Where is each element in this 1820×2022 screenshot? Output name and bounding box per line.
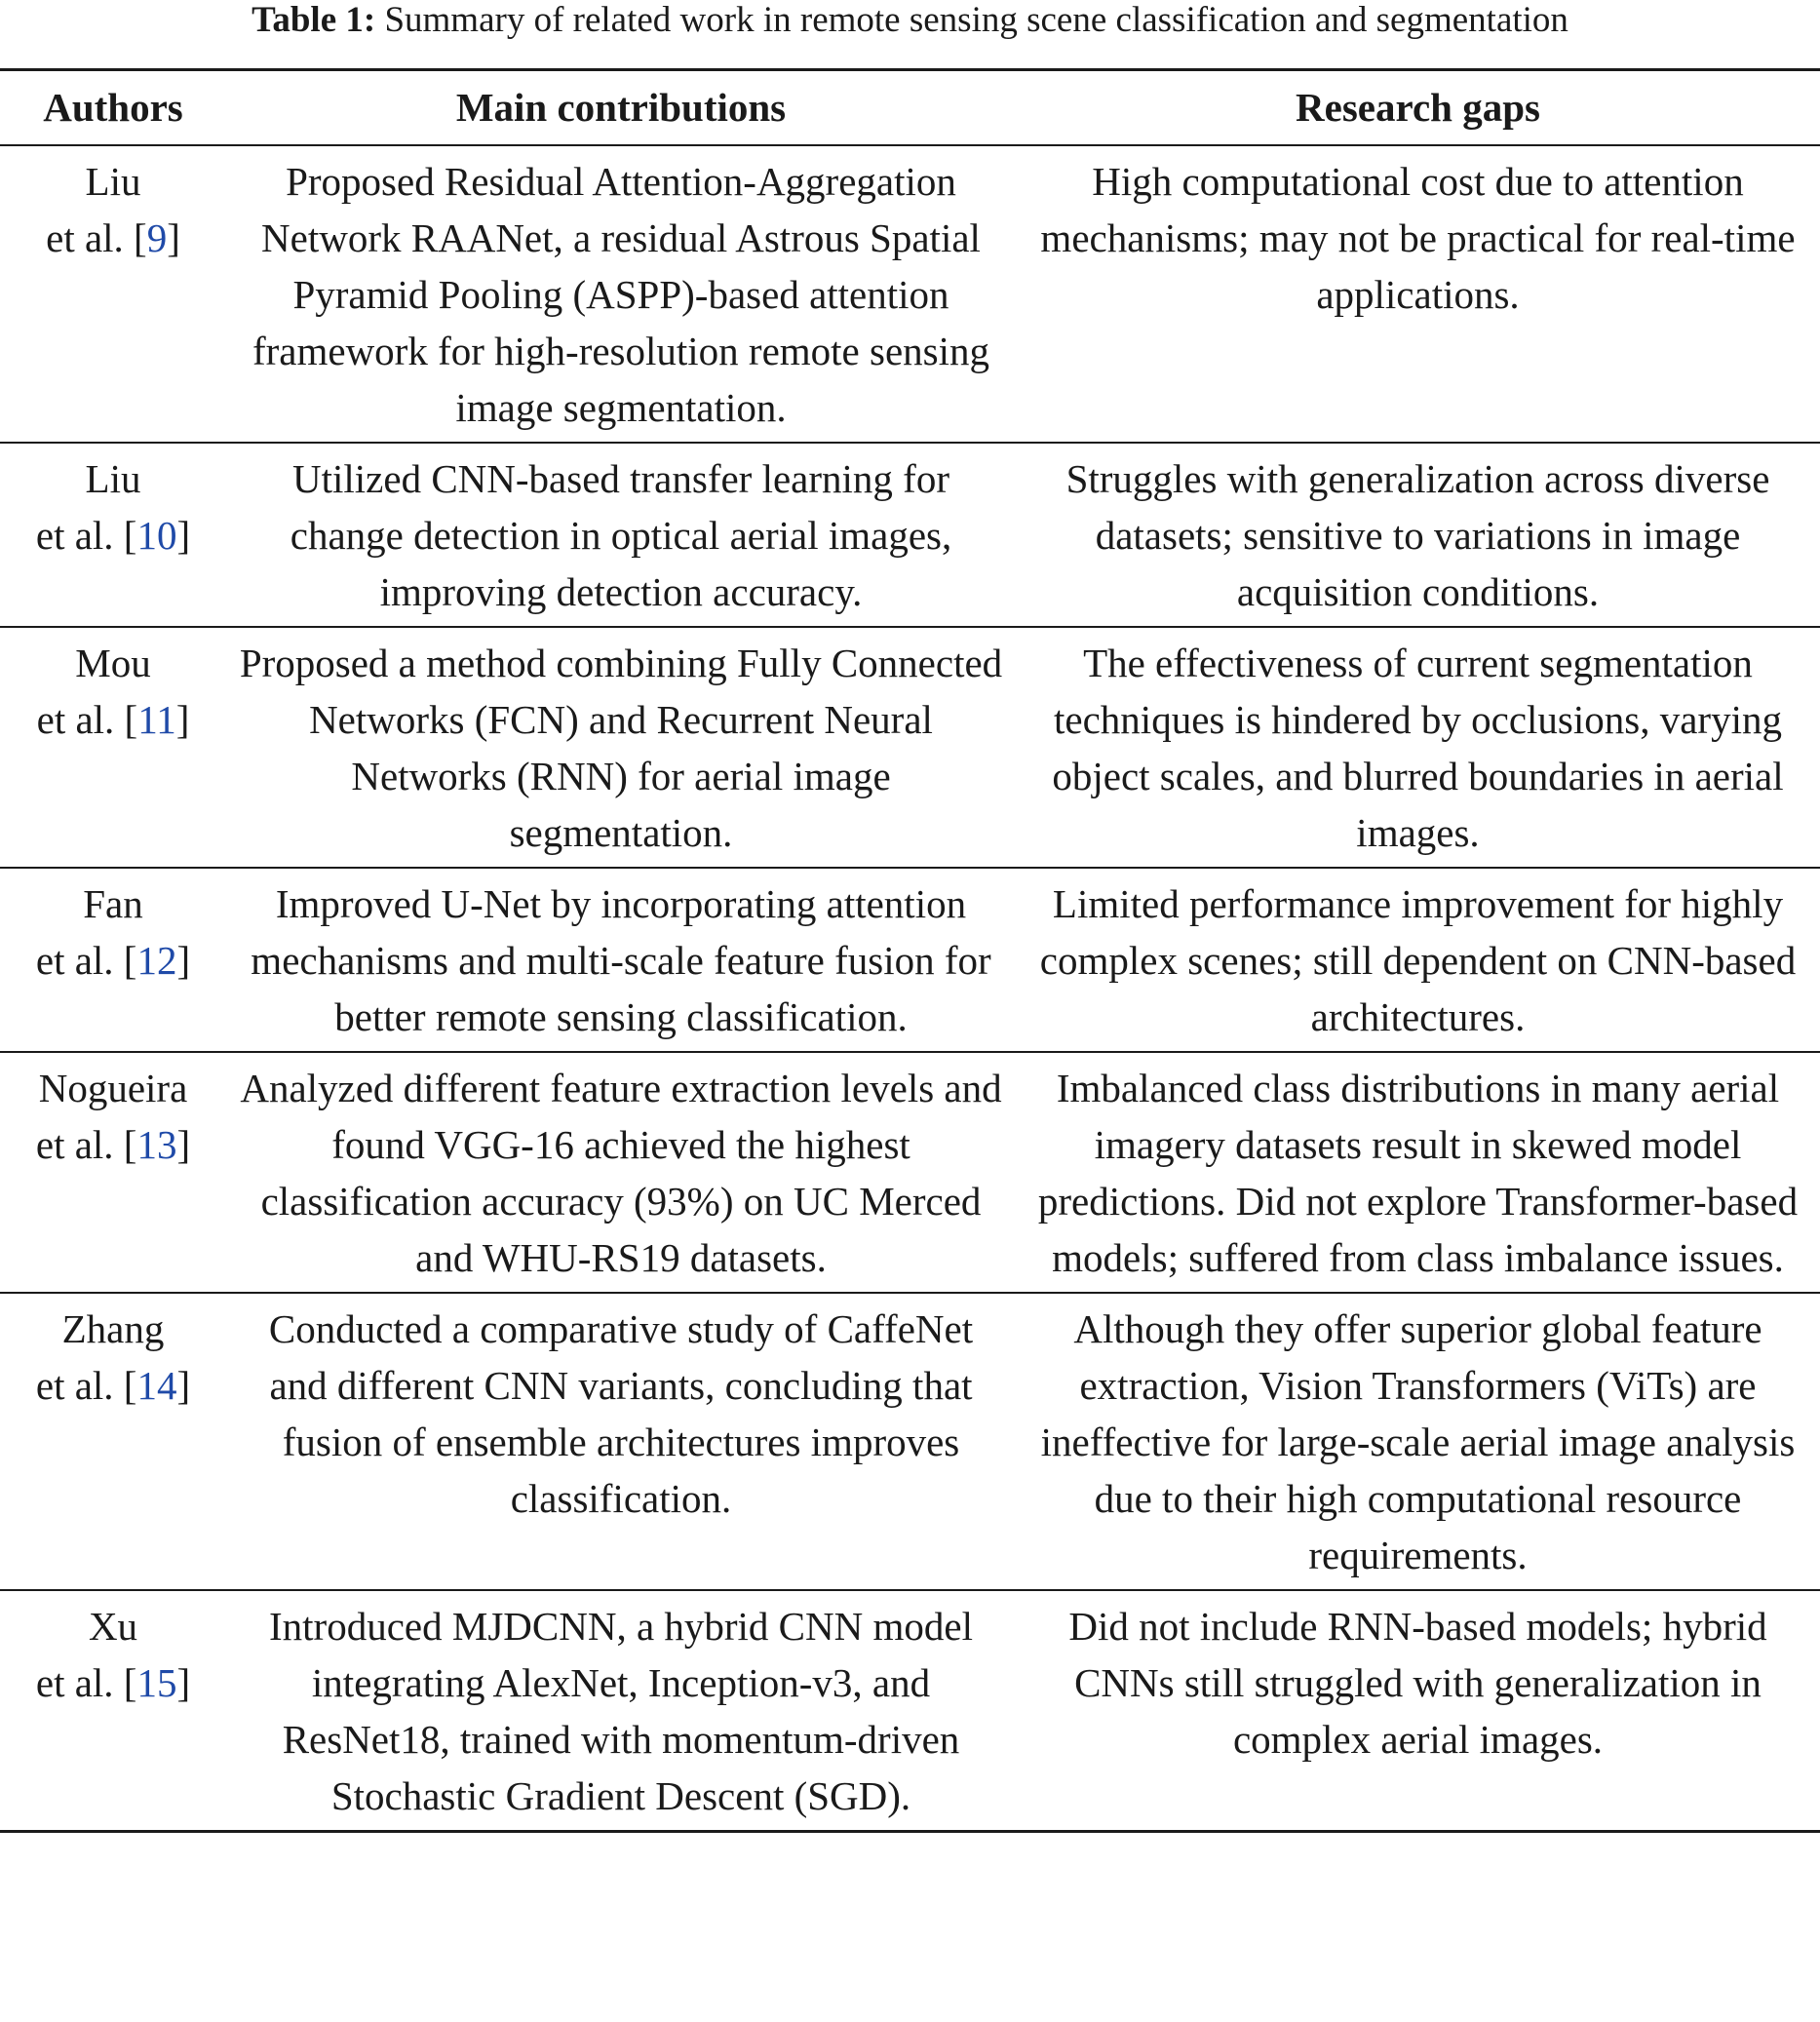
contribution-cell: Introduced MJDCNN, a hybrid CNN model integrating AlexNet, Inception-v3, and ResNet18, trained with momentum-driven Stochastic Gradient Descent (SGD). xyxy=(269,1604,973,1818)
author-cell xyxy=(0,443,226,627)
etal-text: et al. [ xyxy=(35,1122,137,1167)
header-contributions: Main contributions xyxy=(455,85,787,130)
citation-link[interactable]: 11 xyxy=(137,697,176,742)
bracket-close: ] xyxy=(176,513,191,558)
etal-text: et al. [ xyxy=(35,938,137,983)
contribution-cell: Proposed a method combining Fully Connected Networks (FCN) and Recurrent Neural Networks (RNN) for aerial image segmentation. xyxy=(239,641,1003,855)
contribution-cell: Conducted a comparative study of CaffeNet and different CNN variants, concluding that fusion of ensemble architectures improves classification. xyxy=(268,1306,974,1521)
header-authors: Authors xyxy=(43,85,183,130)
citation-link[interactable]: 10 xyxy=(136,513,177,558)
contribution-cell: Analyzed different feature extraction levels and found VGG-16 achieved the highest classification accuracy (93%) on UC Merced and WHU-RS19 datasets. xyxy=(240,1066,1002,1280)
gap-cell: Struggles with generalization across diverse datasets; sensitive to variations in image acquisition conditions. xyxy=(1065,456,1770,614)
bracket-close: ] xyxy=(167,215,180,260)
author-cell xyxy=(0,1052,226,1293)
citation-link[interactable]: 9 xyxy=(146,215,168,260)
bracket-close: ] xyxy=(175,697,190,742)
contribution-cell: Proposed Residual Attention-Aggregation Network RAANet, a residual Astrous Spatial Pyramid Pooling (ASPP)-based attention framework for high-resolution remote sensing image segmentation. xyxy=(252,159,990,430)
author-name: Liu xyxy=(85,159,141,204)
contribution-cell: Utilized CNN-based transfer learning for change detection in optical aerial images, improving detection accuracy. xyxy=(290,456,952,614)
table-row xyxy=(0,443,1820,627)
table-caption xyxy=(0,0,1820,41)
gap-cell: The effectiveness of current segmentation techniques is hindered by occlusions, varying object scales, and blurred boundaries in aerial images. xyxy=(1052,641,1784,855)
author-cell xyxy=(0,868,226,1052)
table-row xyxy=(0,145,1820,443)
bracket-close: ] xyxy=(176,1122,191,1167)
author-name: Mou xyxy=(75,641,151,685)
bracket-close: ] xyxy=(176,1660,191,1705)
table-row xyxy=(0,1590,1820,1832)
gap-cell: Did not include RNN-based models; hybrid CNNs still struggled with generalization in complex aerial images. xyxy=(1068,1604,1767,1762)
citation-link[interactable]: 12 xyxy=(136,938,177,983)
author-etal xyxy=(10,507,216,564)
author-cell xyxy=(0,1293,226,1590)
gap-cell: Limited performance improvement for highly complex scenes; still dependent on CNN-based architectures. xyxy=(1039,881,1797,1039)
author-name: Fan xyxy=(83,881,143,926)
author-etal xyxy=(10,210,216,266)
citation-link[interactable]: 13 xyxy=(136,1122,177,1167)
table-row xyxy=(0,1052,1820,1293)
author-name: Nogueira xyxy=(38,1066,188,1110)
author-cell xyxy=(0,1590,226,1832)
citation-link[interactable]: 15 xyxy=(136,1660,177,1705)
author-etal xyxy=(10,1116,216,1173)
bracket-close: ] xyxy=(176,1363,191,1408)
caption-label: Table 1: xyxy=(252,0,376,40)
author-name: Xu xyxy=(88,1604,138,1649)
table-row xyxy=(0,868,1820,1052)
author-etal xyxy=(10,932,216,989)
author-name: Zhang xyxy=(61,1306,165,1351)
table-row xyxy=(0,627,1820,868)
caption-text: Summary of related work in remote sensing scene classification and segmentation xyxy=(375,0,1568,40)
header-row xyxy=(0,70,1820,146)
gap-cell: High computational cost due to attention mechanisms; may not be practical for real-time applications. xyxy=(1040,159,1796,317)
etal-text: et al. [ xyxy=(35,1363,137,1408)
gap-cell: Imbalanced class distributions in many aerial imagery datasets result in skewed model predictions. Did not explore Transformer-based models; suffered from class imbalance issues. xyxy=(1037,1066,1799,1280)
etal-text: et al. [ xyxy=(35,513,137,558)
author-cell xyxy=(0,145,226,443)
etal-text: et al. [ xyxy=(35,1660,137,1705)
contribution-cell: Improved U-Net by incorporating attention mechanisms and multi-scale feature fusion for better remote sensing classification. xyxy=(251,881,991,1039)
bracket-close: ] xyxy=(176,938,191,983)
etal-text: et al. [ xyxy=(46,215,147,260)
author-cell xyxy=(0,627,226,868)
etal-text: et al. [ xyxy=(36,697,138,742)
header-gaps: Research gaps xyxy=(1296,85,1540,130)
author-etal xyxy=(10,1654,216,1711)
author-etal xyxy=(10,1357,216,1414)
table-row xyxy=(0,1293,1820,1590)
author-name: Liu xyxy=(85,456,141,501)
citation-link[interactable]: 14 xyxy=(136,1363,177,1408)
related-work-table xyxy=(0,68,1820,1833)
author-etal xyxy=(10,691,216,748)
gap-cell: Although they offer superior global feature extraction, Vision Transformers (ViTs) are ineffective for large-scale aerial image analysis due to their high computational resource requirements. xyxy=(1040,1306,1796,1577)
